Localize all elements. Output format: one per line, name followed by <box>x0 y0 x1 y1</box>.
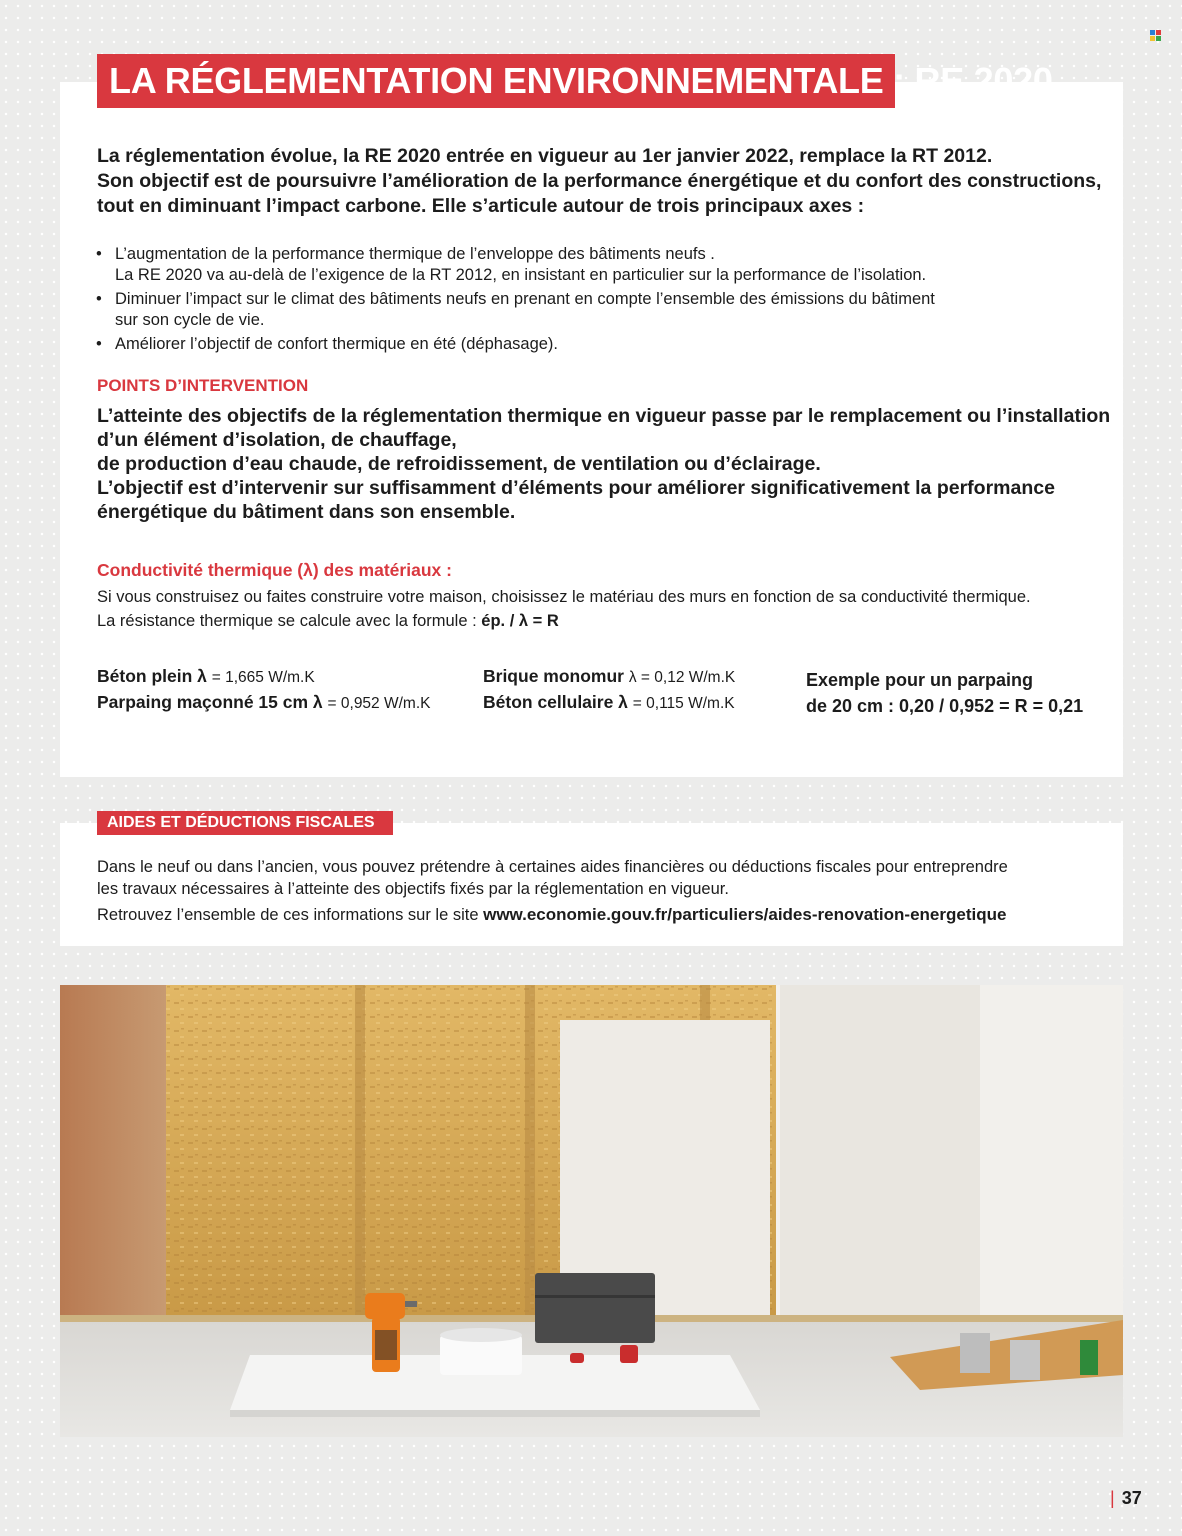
material-value: = 0,952 W/m.K <box>327 695 431 712</box>
intro-line: Son objectif est de poursuivre l’amélioration de la performance énergétique et du confort des constructions, <box>97 170 1102 192</box>
axes-bullet-list <box>96 244 935 355</box>
bullet-text: sur son cycle de vie. <box>115 311 265 329</box>
points-paragraph <box>97 404 1110 524</box>
points-line: L’objectif est d’intervenir sur suffisamment d’éléments pour améliorer significativement la performance <box>97 477 1055 499</box>
conductivity-line: Si vous construisez ou faites construire votre maison, choisissez le matériau des murs en fonction de sa conductivité thermique. <box>97 588 1031 606</box>
material-row <box>483 664 735 690</box>
bullet-dot: • <box>96 335 102 353</box>
aides-link-line <box>97 904 1006 926</box>
bullet-text: L’augmentation de la performance thermique de l’enveloppe des bâtiments neufs . <box>115 245 715 263</box>
material-name: Parpaing maçonné 15 cm λ <box>97 692 323 712</box>
example-line: Exemple pour un parpaing <box>806 670 1034 690</box>
list-item <box>96 244 935 286</box>
section-heading-aides: AIDES ET DÉDUCTIONS FISCALES <box>97 811 393 835</box>
bullet-text: La RE 2020 va au-delà de l’exigence de la RT 2012, en insistant en particulier sur la performance de l’isolation. <box>115 266 927 284</box>
website-url[interactable]: www.economie.gouv.fr/particuliers/aides-renovation-energetique <box>483 905 1007 924</box>
material-row <box>97 664 315 690</box>
material-value: λ = 0,12 W/m.K <box>628 669 736 686</box>
conductivity-paragraph <box>97 585 1031 633</box>
material-name: Béton plein λ <box>97 666 207 686</box>
points-line: d’un élément d’isolation, de chauffage, <box>97 429 457 451</box>
page-number <box>1110 1488 1142 1509</box>
section-heading-conductivity: Conductivité thermique (λ) des matériaux : <box>97 560 452 580</box>
material-name: Brique monomur <box>483 666 624 686</box>
page-number-divider: | <box>1110 1488 1115 1508</box>
bullet-dot: • <box>96 245 102 263</box>
points-line: de production d’eau chaude, de refroidissement, de ventilation ou d’éclairage. <box>97 453 821 475</box>
conductivity-line: La résistance thermique se calcule avec la formule : <box>97 612 482 630</box>
page-number-value: 37 <box>1121 1488 1142 1508</box>
bullet-dot: • <box>96 290 102 308</box>
list-item <box>96 289 935 331</box>
brand-logo-icon <box>1150 30 1162 42</box>
calculation-example <box>806 667 1083 719</box>
page-title: LA RÉGLEMENTATION ENVIRONNEMENTALE : RE 2020 <box>97 54 895 108</box>
aides-line: Dans le neuf ou dans l’ancien, vous pouvez prétendre à certaines aides financières ou déductions fiscales pour entreprendre <box>97 858 1008 876</box>
renovation-room-photo <box>60 985 1123 1437</box>
intro-line: tout en diminuant l’impact carbone. Elle s’articule autour de trois principaux axes : <box>97 195 865 217</box>
intro-paragraph <box>97 144 1101 219</box>
list-item <box>96 334 935 355</box>
material-value: = 1,665 W/m.K <box>211 669 315 686</box>
bullet-text: Améliorer l’objectif de confort thermique en été (déphasage). <box>115 335 558 353</box>
aides-line: les travaux nécessaires à l’atteinte des objectifs fixés par la réglementation en vigueur. <box>97 880 729 898</box>
section-heading-points: POINTS D’INTERVENTION <box>97 376 309 395</box>
material-value: = 0,115 W/m.K <box>632 695 735 712</box>
example-line: de 20 cm : 0,20 / 0,952 = R = 0,21 <box>806 696 1084 716</box>
aides-line: Retrouvez l’ensemble de ces informations sur le site <box>97 906 484 924</box>
material-row <box>97 690 430 716</box>
material-name: Béton cellulaire λ <box>483 692 628 712</box>
points-line: L’atteinte des objectifs de la réglementation thermique en vigueur passe par le remplacement ou l’installation <box>97 405 1111 427</box>
intro-line: La réglementation évolue, la RE 2020 entrée en vigueur au 1er janvier 2022, remplace la RT 2012. <box>97 145 993 167</box>
bullet-text: Diminuer l’impact sur le climat des bâtiments neufs en prenant en compte l’ensemble des émissions du bâtiment <box>115 290 935 308</box>
aides-paragraph <box>97 856 1008 900</box>
material-row <box>483 690 735 716</box>
points-line: énergétique du bâtiment dans son ensemble. <box>97 501 516 523</box>
formula: ép. / λ = R <box>481 612 559 630</box>
